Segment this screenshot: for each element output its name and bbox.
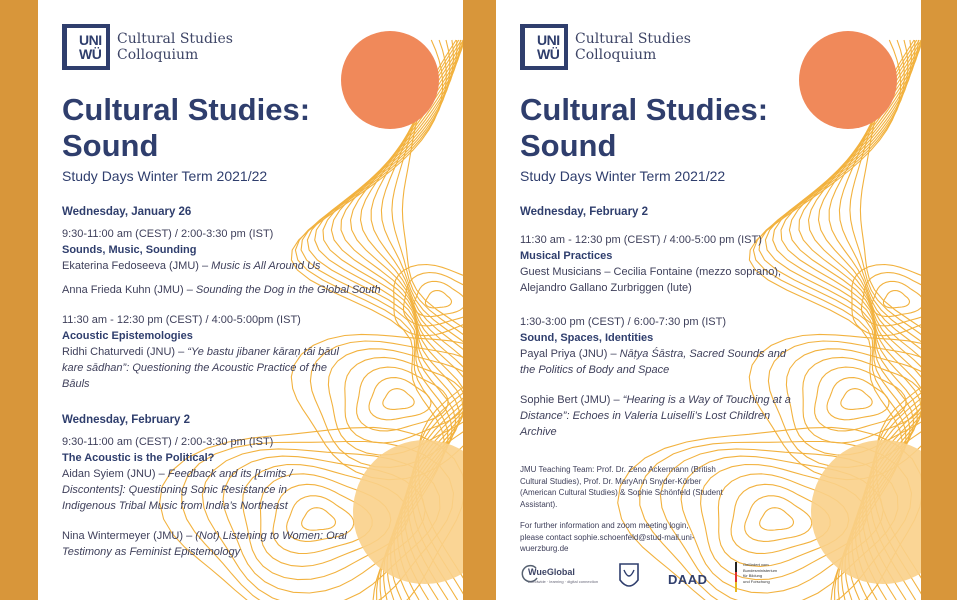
- poster-subtitle: Study Days Winter Term 2021/22: [62, 168, 268, 184]
- poster-title: Cultural Studies: Sound: [520, 92, 769, 163]
- talk-entry: Guest Musicians – Cecilia Fontaine (mezzo soprano),: [520, 266, 782, 278]
- poster-title: Cultural Studies: Sound: [62, 92, 311, 163]
- talk-entry: Sophie Bert (JMU) – “Hearing is a Way of Touching at a Distance”: Echoes in Valeria Luiselli’s Lost Children Archive: [520, 394, 791, 438]
- talk-entry: Ekaterina Fedoseeva (JMU) – Music is All Around Us: [62, 260, 321, 272]
- session-title: Musical Practices: [520, 250, 613, 262]
- day-heading: Wednesday, February 2: [520, 206, 649, 218]
- session-title: The Acoustic is the Political?: [62, 452, 215, 464]
- german-flag-icon: [735, 562, 741, 592]
- uniwue-logo-mark: UNI WÜ: [62, 24, 110, 70]
- poster-subtitle: Study Days Winter Term 2021/22: [520, 168, 726, 184]
- colloquium-name: Cultural Studies Colloquium: [575, 31, 691, 63]
- day-heading: Wednesday, February 2: [62, 414, 191, 426]
- session-time: 1:30-3:00 pm (CEST) / 6:00-7:30 pm (IST): [520, 316, 727, 328]
- jnu-emblem-icon: [618, 562, 640, 599]
- talk-entry: Aidan Syiem (JNU) – Feedback and its [Limits / Discontents]: Questioning Sonic Resistance in Indigenous Tribal Music from India’s Northeast: [62, 468, 293, 512]
- session-title: Sounds, Music, Sounding: [62, 244, 197, 256]
- daad-logo: DAAD: [668, 572, 708, 587]
- teaching-team-note: JMU Teaching Team: Prof. Dr. Zeno Ackermann (British Cultural Studies), Prof. Dr. MaryAnn Snyder-Körber (American Cultural Studies) & Sophie Schönfeld (Student Assistant).: [520, 465, 723, 509]
- contact-note: For further information and zoom meeting login, please contact sophie.schoenfeld@stud-mail.uni-wuerzburg.de: [520, 521, 695, 553]
- talk-entry: Alejandro Gallano Zurbriggen (lute): [520, 282, 692, 294]
- colloquium-name: Cultural Studies Colloquium: [117, 31, 233, 63]
- talk-entry: Payal Priya (JNU) – Nāṭya Śāstra, Sacred Sounds and the Politics of Body and Space: [520, 348, 786, 376]
- poster-left: [38, 0, 463, 600]
- uni-logo: [520, 24, 900, 70]
- session-time: 9:30-11:00 am (CEST) / 2:00-3:30 pm (IST): [62, 436, 274, 448]
- session-title: Acoustic Epistemologies: [62, 330, 193, 342]
- uniwue-logo-mark: UNI WÜ: [520, 24, 568, 70]
- day-heading: Wednesday, January 26: [62, 206, 192, 218]
- sponsor-logos: WueGlobal worldwide · learning · digital connection DAAD Gefördert vom Bundesministerium für Bildung und Forschung: [520, 562, 900, 594]
- session-time: 11:30 am - 12:30 pm (CEST) / 4:00-5:00pm (IST): [62, 314, 301, 326]
- uni-logo: [62, 24, 442, 70]
- session-time: 11:30 am - 12:30 pm (CEST) / 4:00-5:00 pm (IST): [520, 234, 762, 246]
- session-time: 9:30-11:00 am (CEST) / 2:00-3:30 pm (IST): [62, 228, 274, 240]
- poster-right: [496, 0, 921, 600]
- talk-entry: Anna Frieda Kuhn (JMU) – Sounding the Dog in the Global South: [62, 284, 381, 296]
- talk-entry: Ridhi Chaturvedi (JNU) – “Ye bastu jibaner kāraṇ tāi bāul kare sādhan”: Questioning the Acoustic Practice of the Bāuls: [62, 346, 339, 390]
- talk-entry: Nina Wintermeyer (JMU) – (Not) Listening to Women: Oral Testimony as Feminist Epistemology: [62, 530, 347, 558]
- session-title: Sound, Spaces, Identities: [520, 332, 654, 344]
